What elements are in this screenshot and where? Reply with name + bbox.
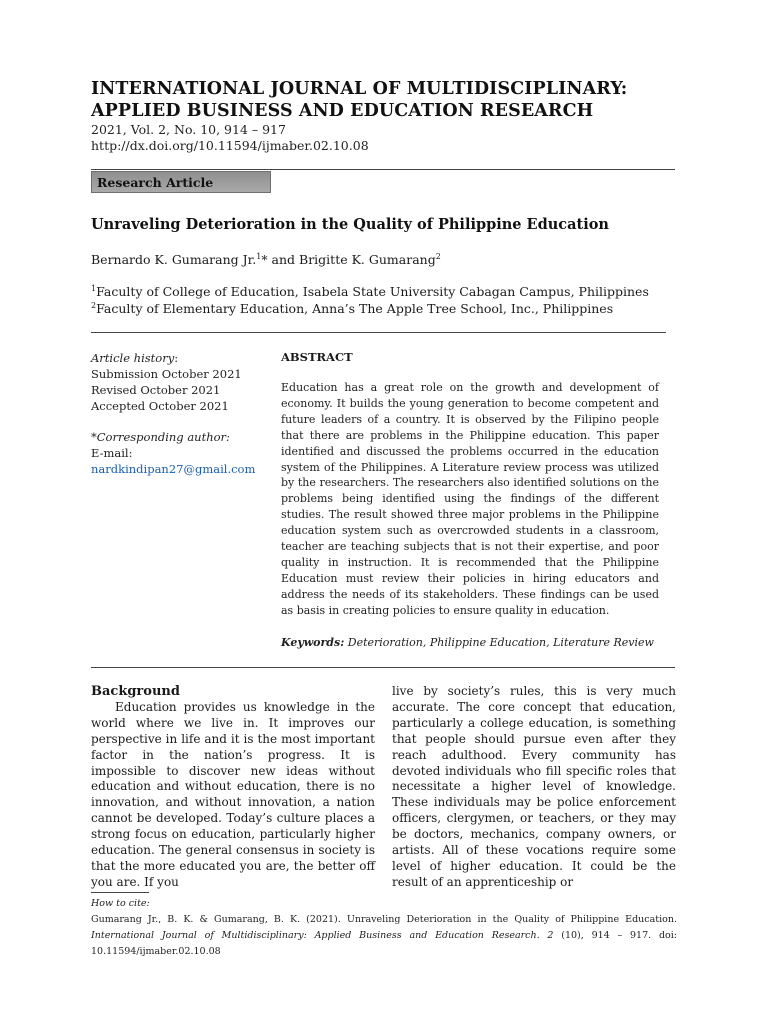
revised-date: Revised October 2021 xyxy=(91,383,221,397)
abstract-heading: ABSTRACT xyxy=(281,350,353,364)
author-2: and Brigitte K. Gumarang xyxy=(267,252,436,267)
email-label: E-mail: xyxy=(91,446,133,460)
affiliation-2-text: Faculty of Elementary Education, Anna’s The Apple Tree School, Inc., Philippines xyxy=(96,301,614,316)
header-rule xyxy=(91,169,675,170)
body-paragraph-2: live by society’s rules, this is very much accurate. The core concept that education, particularly a college education, is something that people should pursue even after they reach adulthood. Every community has devoted individuals who fill specific roles that necessitate a higher level of knowledge. These individuals may be police enforcement officers, clergymen, or teachers, or they may be doctors, mechanics, company owners, or artists. All of these vocations require some level of higher education. It could be the result of an apprenticeship or xyxy=(392,684,676,889)
keywords xyxy=(281,636,654,649)
paper-title: Unraveling Deterioration in the Quality of Philippine Education xyxy=(91,216,609,233)
author-list xyxy=(91,252,441,267)
submission-date: Submission October 2021 xyxy=(91,367,242,381)
volume-line: 2021, Vol. 2, No. 10, 914 – 917 xyxy=(91,122,286,137)
affiliation-rule xyxy=(91,332,666,333)
affiliation-1 xyxy=(91,284,649,299)
article-type-badge xyxy=(91,171,271,193)
article-type-label: Research Article xyxy=(97,175,214,190)
citation-text: Gumarang Jr., B. K. & Gumarang, B. K. (2021). Unraveling Deterioration in the Quality of Philippine Education. International Journal of Multidisciplinary: Applied Business and Education Research. 2 (10), 914 – 917. doi: 10.11594/ijmaber.02.10.08 xyxy=(91,914,677,957)
footnote-rule xyxy=(91,892,149,893)
author-2-affiliation-mark: 2 xyxy=(435,251,441,261)
accepted-date: Accepted October 2021 xyxy=(91,399,229,413)
article-history-label: Article history: xyxy=(91,351,179,365)
abstract-text: Education has a great role on the growth and development of economy. It builds the young generation to become competent and future leaders of a country. It is observed by the Filipino people that there are problems in the Philippine education. This paper identified and discussed the problems occurred in the education system of the Philippines. A Literature review process was utilized by the researchers. The researchers also identified solutions on the problems being identified using the findings of the different studies. The result showed three major problems in the Philippine education system such as overcrowded students in a classroom, teacher are teaching subjects that is not their expertise, and poor quality in instruction. It is recommended that the Philippine Education must review their policies in hiring educators and address the needs of its stakeholders. These findings can be used as basis in creating policies to ensure quality in education. xyxy=(281,381,659,617)
how-to-cite xyxy=(91,896,677,960)
affiliation-1-mark: 1 xyxy=(91,283,97,293)
affiliation-1-text: Faculty of College of Education, Isabela State University Cabagan Campus, Philippines xyxy=(96,284,649,299)
corresponding-mark: * xyxy=(261,252,268,267)
author-1-affiliation-mark: 1 xyxy=(256,251,262,261)
author-1: Bernardo K. Gumarang Jr. xyxy=(91,252,257,267)
keywords-label: Keywords: xyxy=(281,636,345,649)
corresponding-author-label: *Corresponding author: xyxy=(91,430,230,444)
doi-link[interactable]: http://dx.doi.org/10.11594/ijmaber.02.10.08 xyxy=(91,138,369,153)
keywords-list: Deterioration, Philippine Education, Literature Review xyxy=(344,636,654,649)
body-column-1 xyxy=(91,684,375,891)
body-paragraph-1: Education provides us knowledge in the world where we live in. It improves our perspective in life and it is the most important factor in the nation’s progress. It is impossible to discover new ideas without education and without education, there is no innovation, and without innovation, a nation cannot be developed. Today’s culture places a strong focus on education, particularly higher education. The general consensus in society is that the more educated you are, the better off you are. If you xyxy=(91,699,375,889)
corresponding-email-link[interactable]: nardkindipan27@gmail.com xyxy=(91,462,256,476)
background-heading: Background xyxy=(91,684,180,699)
journal-title: INTERNATIONAL JOURNAL OF MULTIDISCIPLINARY: APPLIED BUSINESS AND EDUCATION RESEARCH xyxy=(91,79,628,121)
how-to-cite-label: How to cite: xyxy=(91,898,150,909)
abstract-rule xyxy=(91,667,675,668)
affiliation-2-mark: 2 xyxy=(91,300,97,310)
affiliation-2 xyxy=(91,301,613,316)
body-column-2 xyxy=(392,684,676,891)
